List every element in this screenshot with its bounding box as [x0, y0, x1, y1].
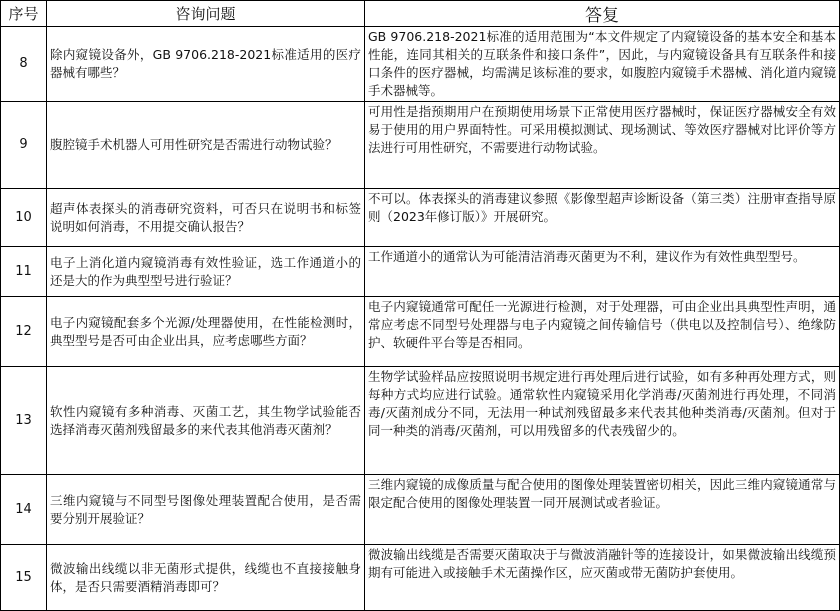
answer-cell: 微波输出线缆是否需要灭菌取决于与微波消融针等的连接设计，如果微波输出线缆预期有可能进入或接触手术无菌操作区，应灭菌或带无菌防护套使用。: [365, 545, 840, 611]
answer-cell: 工作通道小的通常认为可能清洁消毒灭菌更为不利，建议作为有效性典型型号。: [365, 247, 840, 297]
answer-cell: 不可以。体表探头的消毒建议参照《影像型超声诊断设备（第三类）注册审查指导原则（2023年修订版）》开展研究。: [365, 189, 840, 247]
row-number: 10: [1, 189, 47, 247]
row-number: 8: [1, 27, 47, 102]
table-row: [1, 367, 840, 475]
table-row: [1, 247, 840, 297]
table-row: [1, 297, 840, 367]
table-row: [1, 27, 840, 102]
header-number: 序号: [1, 1, 47, 27]
answer-cell: 可用性是指预期用户在预期使用场景下正常使用医疗器械时，保证医疗器械安全有效易于使用的用户界面特性。可采用模拟测试、现场测试、等效医疗器械对比评价等方法进行可用性研究，不需要进行动物试验。: [365, 102, 840, 189]
row-number: 14: [1, 475, 47, 545]
answer-cell: 三维内窥镜的成像质量与配合使用的图像处理装置密切相关，因此三维内窥镜通常与限定配合使用的图像处理装置一同开展测试或者验证。: [365, 475, 840, 545]
header-row: [1, 1, 840, 27]
question-cell: 电子上消化道内窥镜消毒有效性验证，选工作通道小的还是大的作为典型型号进行验证？: [47, 247, 365, 297]
table-row: [1, 189, 840, 247]
table-row: [1, 102, 840, 189]
question-cell: 腹腔镜手术机器人可用性研究是否需进行动物试验？: [47, 102, 365, 189]
question-cell: 微波输出线缆以非无菌形式提供，线缆也不直接接触身体，是否只需要酒精消毒即可？: [47, 545, 365, 611]
answer-cell: 生物学试验样品应按照说明书规定进行再处理后进行试验，如有多种再处理方式，则每种方式均应进行试验。通常软性内窥镜采用化学消毒/灭菌剂进行再处理，不同消毒/灭菌剂成分不同，无法用一种试剂残留最多来代表其他种类消毒/灭菌剂。但对于同一种类的消毒/灭菌剂，可以用残留多的代表残留少的。: [365, 367, 840, 475]
question-cell: 超声体表探头的消毒研究资料，可否只在说明书和标签说明如何消毒，不用提交确认报告？: [47, 189, 365, 247]
table-row: [1, 545, 840, 611]
question-cell: 三维内窥镜与不同型号图像处理装置配合使用，是否需要分别开展验证？: [47, 475, 365, 545]
header-answer: 答复: [365, 1, 840, 27]
question-cell: 电子内窥镜配套多个光源/处理器使用，在性能检测时，典型型号是否可由企业出具，应考虑哪些方面？: [47, 297, 365, 367]
question-cell: 除内窥镜设备外，GB 9706.218-2021标准适用的医疗器械有哪些？: [47, 27, 365, 102]
question-cell: 软性内窥镜有多种消毒、灭菌工艺，其生物学试验能否选择消毒灭菌剂残留最多的来代表其他消毒灭菌剂？: [47, 367, 365, 475]
table-row: [1, 475, 840, 545]
row-number: 15: [1, 545, 47, 611]
row-number: 12: [1, 297, 47, 367]
answer-cell: 电子内窥镜通常可配任一光源进行检测，对于处理器，可由企业出具典型性声明，通常应考虑不同型号处理器与电子内窥镜之间传输信号（供电以及控制信号）、绝缘防护、软硬件平台等是否相同。: [365, 297, 840, 367]
header-question: 咨询问题: [47, 1, 365, 27]
answer-cell: GB 9706.218-2021标准的适用范围为“本文件规定了内窥镜设备的基本安全和基本性能，连同其相关的互联条件和接口条件”，因此，与内窥镜设备具有互联条件和接口条件的医疗器械，均需满足该标准的要求，如腹腔内窥镜手术器械、消化道内窥镜手术器械等。: [365, 27, 840, 102]
row-number: 13: [1, 367, 47, 475]
row-number: 9: [1, 102, 47, 189]
row-number: 11: [1, 247, 47, 297]
